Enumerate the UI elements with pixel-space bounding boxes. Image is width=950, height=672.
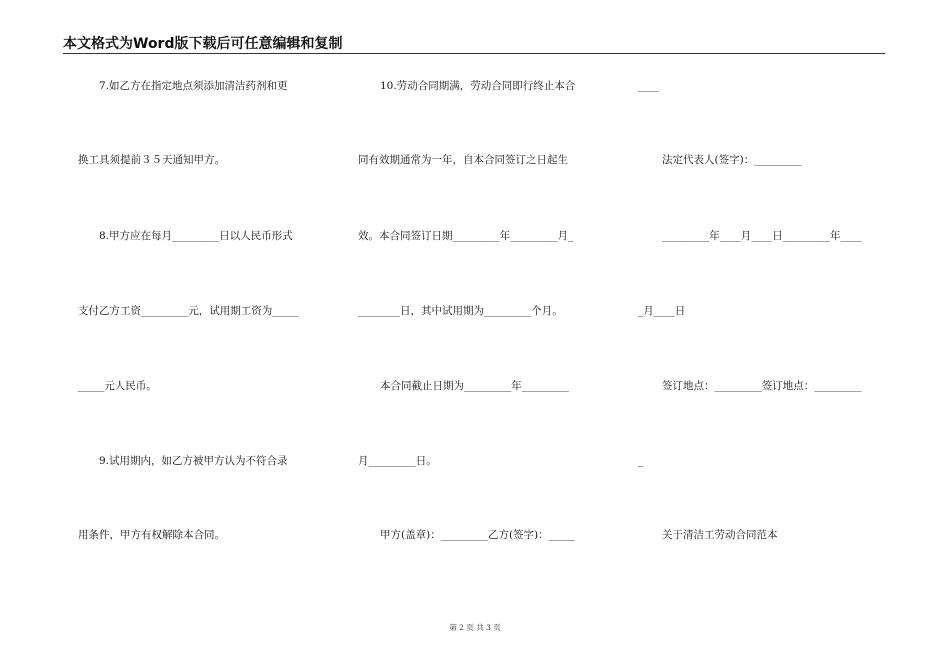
right-line-2: 法定代表人(签字)：_________	[662, 154, 802, 166]
right-line-3: _________年____月____日_________年____	[662, 230, 862, 242]
middle-line-6: 月_________日。	[358, 455, 437, 467]
left-line-2: 换工具须提前３５天通知甲方。	[78, 154, 225, 166]
left-line-3: 8.甲方应在每月_________日以人民币形式	[99, 230, 293, 242]
left-line-1: 7.如乙方在指定地点须添加清洁药剂和更	[99, 80, 288, 92]
header-divider	[63, 53, 885, 54]
page-number: 第 2 页 共 3 页	[449, 623, 501, 632]
middle-line-5: 本合同截止日期为_________年_________	[380, 380, 569, 392]
right-line-1: ____	[638, 80, 659, 92]
document-header: 本文格式为Word版下载后可任意编辑和复制	[63, 36, 343, 52]
middle-line-2: 同有效期通常为一年，自本合同签订之日起生	[358, 154, 568, 166]
right-line-5: 签订地点：_________签订地点：_________	[662, 380, 862, 392]
middle-line-7: 甲方(盖章)：_________乙方(签字)：_____	[380, 529, 575, 541]
middle-line-1: 10.劳动合同期满，劳动合同即行终止本合	[380, 80, 576, 92]
right-line-4: _月____日	[638, 305, 686, 317]
right-line-7: 关于清洁工劳动合同范本	[662, 529, 778, 541]
left-line-7: 用条件，甲方有权解除本合同。	[78, 529, 225, 541]
middle-line-4: ________日，其中试用期为_________个月。	[358, 305, 563, 317]
right-line-6: _	[638, 455, 644, 467]
left-line-5: _____元人民币。	[78, 380, 157, 392]
left-line-6: 9.试用期内，如乙方被甲方认为不符合录	[99, 455, 288, 467]
left-line-4: 支付乙方工资_________元，试用期工资为_____	[78, 305, 299, 317]
middle-line-3: 效。本合同签订日期_________年_________月_	[358, 230, 574, 242]
